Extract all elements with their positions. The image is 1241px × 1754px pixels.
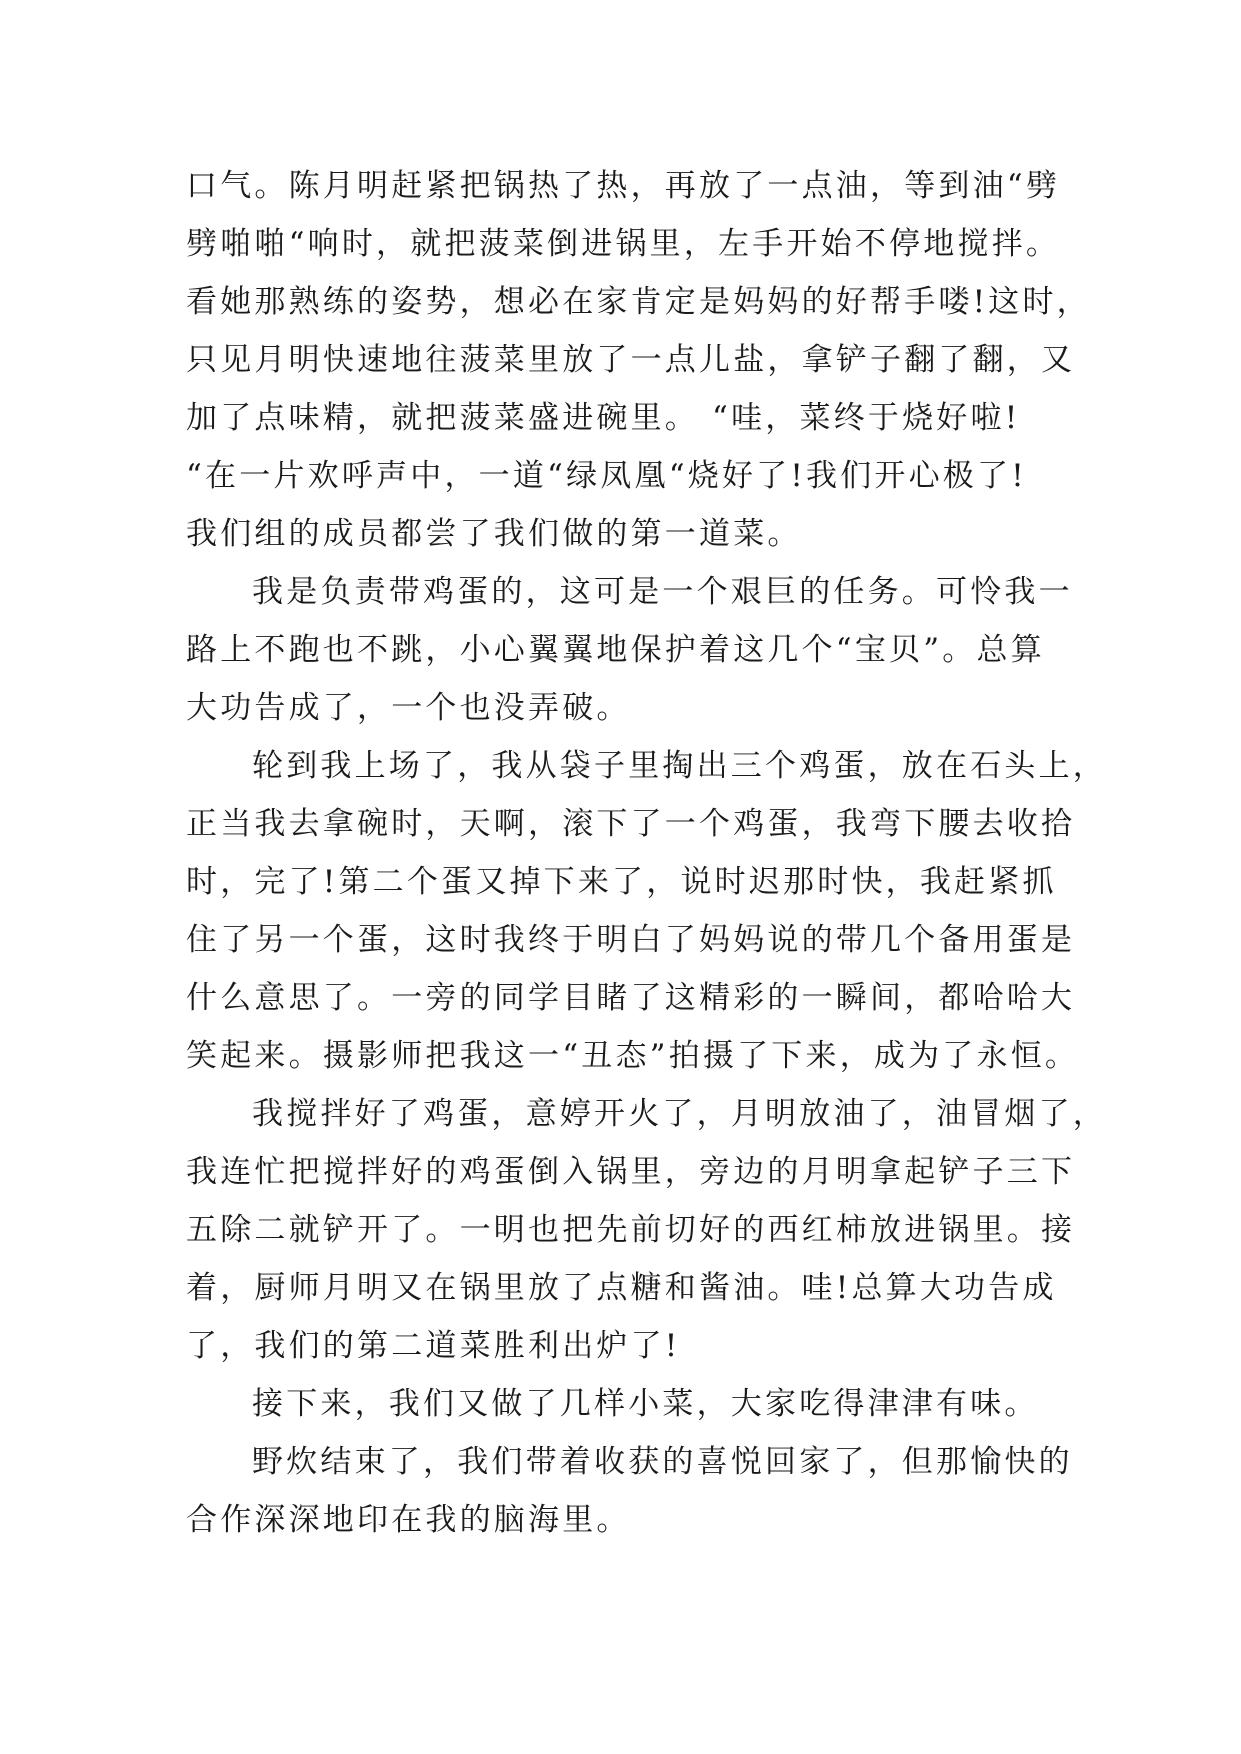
body-text xyxy=(186,157,1107,1549)
text-line: 野炊结束了，我们带着收获的喜悦回家了，但那愉快的 xyxy=(252,1444,1073,1480)
text-line: 加了点味精，就把菠菜盛进碗里。 “哇，菜终于烧好啦! xyxy=(186,400,1021,436)
text-line: 我搅拌好了鸡蛋，意婷开火了，月明放油了，油冒烟了， xyxy=(252,1096,1107,1132)
text-line: 我们组的成员都尝了我们做的第一道菜。 xyxy=(186,516,802,552)
text-line: 了，我们的第二道菜胜利出炉了! xyxy=(186,1328,681,1364)
text-line: 只见月明快速地往菠菜里放了一点儿盐，拿铲子翻了翻，又 xyxy=(186,342,1076,378)
text-line: 劈啪啪“响时，就把菠菜倒进锅里，左手开始不停地搅拌。 xyxy=(186,226,1061,262)
text-line: 大功告成了，一个也没弄破。 xyxy=(186,690,631,726)
text-line: 接下来，我们又做了几样小菜，大家吃得津津有味。 xyxy=(252,1386,1039,1422)
text-line: 合作深深地印在我的脑海里。 xyxy=(186,1502,631,1538)
text-line: “在一片欢呼声中，一道“绿凤凰“烧好了!我们开心极了! xyxy=(186,458,1027,494)
text-line: 轮到我上场了，我从袋子里掏出三个鸡蛋，放在石头上， xyxy=(252,748,1107,784)
text-line: 时，完了!第二个蛋又掉下来了，说时迟那时快，我赶紧抓 xyxy=(186,864,1057,900)
text-line: 五除二就铲开了。一明也把先前切好的西红柿放进锅里。接 xyxy=(186,1212,1076,1248)
text-line: 路上不跑也不跳，小心翼翼地保护着这几个“宝贝”。总算 xyxy=(186,632,1045,668)
text-line: 笑起来。摄影师把我这一“丑态”拍摄了下来，成为了永恒。 xyxy=(186,1038,1080,1074)
text-line: 我连忙把搅拌好的鸡蛋倒入锅里，旁边的月明拿起铲子三下 xyxy=(186,1154,1076,1190)
text-line: 口气。陈月明赶紧把锅热了热，再放了一点油，等到油“劈 xyxy=(186,168,1061,204)
text-line: 什么意思了。一旁的同学目睹了这精彩的一瞬间，都哈哈大 xyxy=(186,980,1076,1016)
text-line: 我是负责带鸡蛋的，这可是一个艰巨的任务。可怜我一 xyxy=(252,574,1073,610)
text-line: 着，厨师月明又在锅里放了点糖和酱油。哇!总算大功告成 xyxy=(186,1270,1057,1306)
text-line: 正当我去拿碗时，天啊，滚下了一个鸡蛋，我弯下腰去收拾 xyxy=(186,806,1076,842)
text-line: 住了另一个蛋，这时我终于明白了妈妈说的带几个备用蛋是 xyxy=(186,922,1076,958)
text-line: 看她那熟练的姿势，想必在家肯定是妈妈的好帮手喽!这时， xyxy=(186,284,1091,320)
